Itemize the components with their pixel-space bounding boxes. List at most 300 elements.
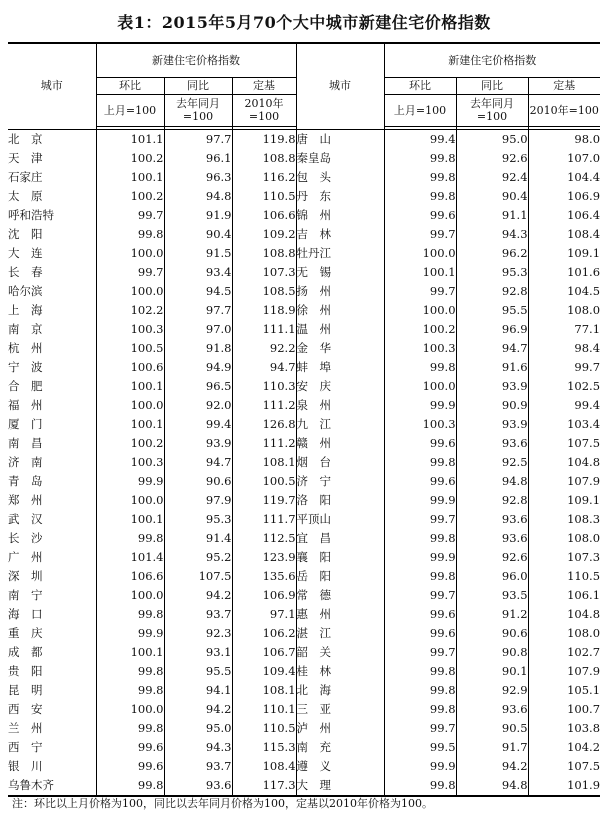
base-value-right: 102.5: [567, 378, 601, 393]
city-name-right: 牡丹江: [296, 244, 384, 263]
col-base-right: 定基: [528, 77, 600, 94]
mom-value-left: 100.0: [96, 244, 164, 263]
yoy-value-right: 94.8: [456, 776, 528, 796]
base-value-left: 112.5: [232, 529, 296, 548]
city-name-left: 成 都: [8, 643, 96, 662]
yoy-value-right: 93.6: [456, 510, 528, 529]
mom-value-left: 99.8: [96, 681, 164, 700]
mom-value-right: 99.8: [384, 358, 456, 377]
mom-value-left: 100.1: [96, 377, 164, 396]
city-name-right: 北 海: [296, 681, 384, 700]
table-row: [8, 434, 600, 453]
yoy-value-left: 95.5: [164, 662, 232, 681]
mom-value-right: 99.8: [384, 187, 456, 206]
base-value-right: 103.8: [567, 720, 601, 735]
base-value-left: 110.5: [232, 719, 296, 738]
price-index-table: [8, 42, 600, 797]
city-name-left: 青 岛: [8, 472, 96, 491]
mom-value-right: 99.7: [384, 643, 456, 662]
yoy-value-right: 90.8: [456, 643, 528, 662]
yoy-value-right: 92.9: [456, 681, 528, 700]
city-name-left: 北 京: [8, 129, 96, 149]
mom-value-right: 99.7: [384, 510, 456, 529]
mom-value-left: 99.8: [96, 225, 164, 244]
table-row: [8, 187, 600, 206]
city-name-right: 湛 江: [296, 624, 384, 643]
mom-value-right: 99.8: [384, 776, 456, 796]
mom-value-left: 99.8: [96, 529, 164, 548]
city-name-left: 深 圳: [8, 567, 96, 586]
base-value-left: 111.1: [232, 320, 296, 339]
city-name-left: 银 川: [8, 757, 96, 776]
mom-value-right: 99.8: [384, 681, 456, 700]
group-header-left: 新建住宅价格指数: [96, 43, 296, 77]
city-name-right: 韶 关: [296, 643, 384, 662]
base-value-right: 103.4: [567, 416, 601, 431]
base-value-right: 108.0: [567, 530, 601, 545]
city-name-left: 兰 州: [8, 719, 96, 738]
city-name-right: 南 充: [296, 738, 384, 757]
city-name-right: 安 庆: [296, 377, 384, 396]
base-value-left: 119.8: [232, 129, 296, 149]
city-name-left: 南 昌: [8, 434, 96, 453]
yoy-value-right: 95.3: [456, 263, 528, 282]
mom-value-left: 100.2: [96, 187, 164, 206]
yoy-value-left: 95.0: [164, 719, 232, 738]
yoy-value-left: 93.9: [164, 434, 232, 453]
table-row: [8, 681, 600, 700]
mom-value-left: 100.5: [96, 339, 164, 358]
base-value-right: 105.1: [567, 682, 601, 697]
yoy-value-left: 97.0: [164, 320, 232, 339]
base-value-left: 115.3: [232, 738, 296, 757]
table-row: [8, 567, 600, 586]
yoy-value-right: 91.2: [456, 605, 528, 624]
mom-value-right: 100.0: [384, 244, 456, 263]
mom-value-right: 99.9: [384, 491, 456, 510]
city-name-left: 乌鲁木齐: [8, 776, 96, 796]
base-value-left: 106.6: [232, 206, 296, 225]
base-value-right: 99.4: [574, 397, 601, 412]
base-value-right: 106.1: [567, 587, 601, 602]
mom-value-left: 100.1: [96, 415, 164, 434]
yoy-value-left: 94.2: [164, 586, 232, 605]
base-value-right: 106.9: [567, 188, 601, 203]
mom-value-left: 100.2: [96, 149, 164, 168]
base-value-left: 109.2: [232, 225, 296, 244]
city-header-left: 城市: [8, 43, 96, 126]
yoy-value-left: 90.4: [164, 225, 232, 244]
city-name-left: 上 海: [8, 301, 96, 320]
base-value-left: 109.4: [232, 662, 296, 681]
city-name-left: 海 口: [8, 605, 96, 624]
base-value-right: 104.8: [567, 454, 601, 469]
yoy-value-left: 94.2: [164, 700, 232, 719]
base-value-right: 107.0: [567, 150, 601, 165]
mom-value-left: 100.1: [96, 168, 164, 187]
mom-value-right: 99.8: [384, 529, 456, 548]
city-name-left: 宁 波: [8, 358, 96, 377]
yoy-value-right: 93.9: [456, 415, 528, 434]
table-row: [8, 586, 600, 605]
yoy-value-left: 95.3: [164, 510, 232, 529]
city-name-left: 呼和浩特: [8, 206, 96, 225]
base-value-left: 108.1: [232, 681, 296, 700]
city-name-left: 济 南: [8, 453, 96, 472]
base-value-right: 104.2: [567, 739, 601, 754]
table-row: [8, 510, 600, 529]
city-name-right: 无 锡: [296, 263, 384, 282]
yoy-value-right: 93.6: [456, 700, 528, 719]
city-name-left: 西 安: [8, 700, 96, 719]
mom-value-right: 99.4: [384, 129, 456, 149]
yoy-value-left: 99.4: [164, 415, 232, 434]
base-value-right: 101.9: [528, 776, 600, 796]
base-value-right: 107.3: [567, 549, 601, 564]
yoy-value-right: 96.9: [456, 320, 528, 339]
mom-value-right: 99.8: [384, 662, 456, 681]
city-name-right: 平顶山: [296, 510, 384, 529]
mom-value-left: 99.7: [96, 206, 164, 225]
city-name-left: 长 春: [8, 263, 96, 282]
city-name-right: 锦 州: [296, 206, 384, 225]
city-name-left: 石家庄: [8, 168, 96, 187]
mom-value-left: 100.2: [96, 434, 164, 453]
base-value-left: 100.5: [232, 472, 296, 491]
mom-value-right: 99.9: [384, 757, 456, 776]
base-value-left: 110.3: [232, 377, 296, 396]
city-name-right: 泸 州: [296, 719, 384, 738]
yoy-value-left: 93.7: [164, 605, 232, 624]
table-row: [8, 776, 600, 796]
mom-value-left: 99.8: [96, 605, 164, 624]
base-value-left: 108.8: [232, 149, 296, 168]
table-row: [8, 605, 600, 624]
yoy-value-left: 90.6: [164, 472, 232, 491]
yoy-value-left: 97.7: [164, 301, 232, 320]
yoy-value-left: 93.6: [164, 776, 232, 796]
city-name-left: 郑 州: [8, 491, 96, 510]
city-name-right: 宜 昌: [296, 529, 384, 548]
base-value-left: 94.7: [232, 358, 296, 377]
city-name-left: 厦 门: [8, 415, 96, 434]
mom-value-left: 100.3: [96, 453, 164, 472]
sub-mom-right: 上月=100: [384, 94, 456, 126]
base-value-left: 106.2: [232, 624, 296, 643]
city-name-right: 济 宁: [296, 472, 384, 491]
table-row: [8, 225, 600, 244]
base-value-right: 98.0: [574, 131, 601, 146]
base-value-right: 109.1: [567, 245, 601, 260]
base-value-left: 118.9: [232, 301, 296, 320]
table-row: [8, 282, 600, 301]
base-value-right: 108.0: [567, 625, 601, 640]
base-value-right: 99.7: [574, 359, 601, 374]
city-name-right: 岳 阳: [296, 567, 384, 586]
city-name-left: 南 京: [8, 320, 96, 339]
base-value-left: 108.5: [232, 282, 296, 301]
yoy-value-right: 90.5: [456, 719, 528, 738]
sub-base-left: 2010年=100: [232, 94, 296, 126]
city-name-left: 南 宁: [8, 586, 96, 605]
mom-value-right: 99.6: [384, 624, 456, 643]
base-value-left: 117.3: [232, 776, 296, 796]
yoy-value-right: 92.8: [456, 491, 528, 510]
city-name-right: 泉 州: [296, 396, 384, 415]
yoy-value-right: 92.6: [456, 149, 528, 168]
mom-value-right: 99.7: [384, 225, 456, 244]
base-value-left: 106.9: [232, 586, 296, 605]
mom-value-right: 99.7: [384, 719, 456, 738]
base-value-left: 111.7: [232, 510, 296, 529]
yoy-value-left: 107.5: [164, 567, 232, 586]
yoy-value-right: 94.8: [456, 472, 528, 491]
mom-value-left: 100.6: [96, 358, 164, 377]
yoy-value-left: 93.4: [164, 263, 232, 282]
base-value-right: 109.1: [567, 492, 601, 507]
mom-value-left: 99.8: [96, 776, 164, 796]
yoy-value-left: 94.3: [164, 738, 232, 757]
yoy-value-right: 92.4: [456, 168, 528, 187]
city-name-right: 大 理: [296, 776, 384, 796]
yoy-value-right: 91.7: [456, 738, 528, 757]
base-value-left: 106.7: [232, 643, 296, 662]
mom-value-left: 100.0: [96, 586, 164, 605]
yoy-value-left: 91.9: [164, 206, 232, 225]
city-name-left: 杭 州: [8, 339, 96, 358]
mom-value-right: 99.8: [384, 168, 456, 187]
mom-value-right: 99.7: [384, 282, 456, 301]
base-value-right: 104.4: [567, 169, 601, 184]
city-name-right: 三 亚: [296, 700, 384, 719]
table-row: [8, 206, 600, 225]
mom-value-right: 99.8: [384, 149, 456, 168]
mom-value-left: 99.8: [96, 719, 164, 738]
city-name-left: 长 沙: [8, 529, 96, 548]
base-value-right: 107.5: [567, 758, 601, 773]
city-name-left: 西 宁: [8, 738, 96, 757]
yoy-value-left: 94.5: [164, 282, 232, 301]
mom-value-left: 100.0: [96, 396, 164, 415]
base-value-right: 106.4: [567, 207, 601, 222]
mom-value-right: 99.6: [384, 206, 456, 225]
yoy-value-left: 97.9: [164, 491, 232, 510]
table-row: [8, 757, 600, 776]
table-row: [8, 643, 600, 662]
mom-value-right: 99.6: [384, 472, 456, 491]
yoy-value-left: 96.3: [164, 168, 232, 187]
yoy-value-right: 94.2: [456, 757, 528, 776]
base-value-right: 77.1: [574, 321, 601, 336]
mom-value-left: 99.6: [96, 757, 164, 776]
base-value-left: 116.2: [232, 168, 296, 187]
city-name-right: 赣 州: [296, 434, 384, 453]
mom-value-right: 99.8: [384, 700, 456, 719]
mom-value-left: 99.9: [96, 472, 164, 491]
city-name-left: 贵 阳: [8, 662, 96, 681]
mom-value-right: 99.8: [384, 567, 456, 586]
base-value-right: 108.3: [567, 511, 601, 526]
mom-value-right: 99.8: [384, 453, 456, 472]
city-name-right: 烟 台: [296, 453, 384, 472]
table-row: [8, 244, 600, 263]
yoy-value-right: 94.3: [456, 225, 528, 244]
base-value-left: 111.2: [232, 434, 296, 453]
base-value-left: 108.1: [232, 453, 296, 472]
mom-value-left: 99.9: [96, 624, 164, 643]
yoy-value-left: 91.8: [164, 339, 232, 358]
city-name-right: 蚌 埠: [296, 358, 384, 377]
base-value-left: 108.8: [232, 244, 296, 263]
mom-value-left: 100.0: [96, 700, 164, 719]
city-header-right: 城市: [296, 43, 384, 126]
sub-yoy-left: 去年同月=100: [164, 94, 232, 126]
sub-yoy-right: 去年同月=100: [456, 94, 528, 126]
yoy-value-left: 92.0: [164, 396, 232, 415]
city-name-left: 福 州: [8, 396, 96, 415]
city-name-left: 广 州: [8, 548, 96, 567]
col-yoy-right: 同比: [456, 77, 528, 94]
base-value-right: 104.5: [567, 283, 601, 298]
base-value-right: 98.4: [574, 340, 601, 355]
yoy-value-right: 92.6: [456, 548, 528, 567]
mom-value-left: 100.1: [96, 510, 164, 529]
city-name-right: 唐 山: [296, 129, 384, 149]
base-value-left: 107.3: [232, 263, 296, 282]
yoy-value-right: 90.1: [456, 662, 528, 681]
mom-value-left: 102.2: [96, 301, 164, 320]
table-row: [8, 529, 600, 548]
yoy-value-right: 93.6: [456, 434, 528, 453]
base-value-left: 111.2: [232, 396, 296, 415]
yoy-value-right: 94.7: [456, 339, 528, 358]
city-name-right: 遵 义: [296, 757, 384, 776]
city-name-right: 温 州: [296, 320, 384, 339]
table-row: [8, 491, 600, 510]
mom-value-left: 101.4: [96, 548, 164, 567]
city-name-right: 吉 林: [296, 225, 384, 244]
yoy-value-right: 96.2: [456, 244, 528, 263]
table-row: [8, 168, 600, 187]
city-name-left: 天 津: [8, 149, 96, 168]
mom-value-right: 100.3: [384, 339, 456, 358]
yoy-value-left: 91.4: [164, 529, 232, 548]
base-value-left: 119.7: [232, 491, 296, 510]
yoy-value-right: 91.6: [456, 358, 528, 377]
yoy-value-left: 91.5: [164, 244, 232, 263]
table-row: [8, 377, 600, 396]
yoy-value-right: 96.0: [456, 567, 528, 586]
sub-base-right: 2010年=100: [528, 94, 600, 126]
city-name-left: 哈尔滨: [8, 282, 96, 301]
yoy-value-left: 94.8: [164, 187, 232, 206]
mom-value-left: 99.6: [96, 738, 164, 757]
yoy-value-left: 97.7: [164, 129, 232, 149]
base-value-left: 135.6: [232, 567, 296, 586]
table-row: [8, 700, 600, 719]
mom-value-left: 99.7: [96, 263, 164, 282]
city-name-left: 昆 明: [8, 681, 96, 700]
city-name-left: 武 汉: [8, 510, 96, 529]
table-row: [8, 263, 600, 282]
table-row: [8, 662, 600, 681]
mom-value-right: 99.6: [384, 605, 456, 624]
base-value-right: 107.9: [567, 663, 601, 678]
city-name-left: 重 庆: [8, 624, 96, 643]
mom-value-right: 100.3: [384, 415, 456, 434]
city-name-right: 桂 林: [296, 662, 384, 681]
yoy-value-right: 93.5: [456, 586, 528, 605]
table-row: [8, 624, 600, 643]
base-value-left: 108.4: [232, 757, 296, 776]
mom-value-right: 99.9: [384, 548, 456, 567]
base-value-right: 108.4: [567, 226, 601, 241]
city-name-right: 惠 州: [296, 605, 384, 624]
city-name-right: 丹 东: [296, 187, 384, 206]
yoy-value-left: 96.1: [164, 149, 232, 168]
city-name-right: 襄 阳: [296, 548, 384, 567]
city-name-left: 沈 阳: [8, 225, 96, 244]
base-value-right: 110.5: [567, 568, 601, 583]
sub-mom-left: 上月=100: [96, 94, 164, 126]
mom-value-right: 100.1: [384, 263, 456, 282]
mom-value-left: 100.3: [96, 320, 164, 339]
col-mom-left: 环比: [96, 77, 164, 94]
base-value-left: 92.2: [232, 339, 296, 358]
city-name-right: 金 华: [296, 339, 384, 358]
mom-value-right: 99.7: [384, 586, 456, 605]
yoy-value-right: 95.5: [456, 301, 528, 320]
yoy-value-left: 95.2: [164, 548, 232, 567]
base-value-right: 102.7: [567, 644, 601, 659]
yoy-value-left: 94.9: [164, 358, 232, 377]
table-row: [8, 339, 600, 358]
city-name-right: 秦皇岛: [296, 149, 384, 168]
col-base-left: 定基: [232, 77, 296, 94]
mom-value-right: 99.5: [384, 738, 456, 757]
city-name-right: 常 德: [296, 586, 384, 605]
yoy-value-left: 94.7: [164, 453, 232, 472]
table-row: [8, 396, 600, 415]
table-row: [8, 472, 600, 491]
footnote: 注：环比以上月价格为100，同比以去年同月价格为100，定基以2010年价格为100。: [12, 797, 433, 810]
table-row: [8, 415, 600, 434]
col-yoy-left: 同比: [164, 77, 232, 94]
mom-value-right: 100.0: [384, 377, 456, 396]
table-row: [8, 149, 600, 168]
table-row: [8, 719, 600, 738]
yoy-value-right: 90.4: [456, 187, 528, 206]
city-name-right: 包 头: [296, 168, 384, 187]
table-row: [8, 738, 600, 757]
city-name-right: 扬 州: [296, 282, 384, 301]
yoy-value-right: 93.6: [456, 529, 528, 548]
city-name-right: 洛 阳: [296, 491, 384, 510]
yoy-value-right: 90.9: [456, 396, 528, 415]
table-row: [8, 358, 600, 377]
mom-value-left: 99.8: [96, 662, 164, 681]
mom-value-left: 100.1: [96, 643, 164, 662]
yoy-value-left: 92.3: [164, 624, 232, 643]
mom-value-right: 99.9: [384, 396, 456, 415]
city-name-right: 徐 州: [296, 301, 384, 320]
base-value-right: 100.7: [567, 701, 601, 716]
yoy-value-right: 91.1: [456, 206, 528, 225]
base-value-right: 107.9: [567, 473, 601, 488]
mom-value-right: 100.2: [384, 320, 456, 339]
yoy-value-left: 93.7: [164, 757, 232, 776]
base-value-right: 104.8: [567, 606, 601, 621]
